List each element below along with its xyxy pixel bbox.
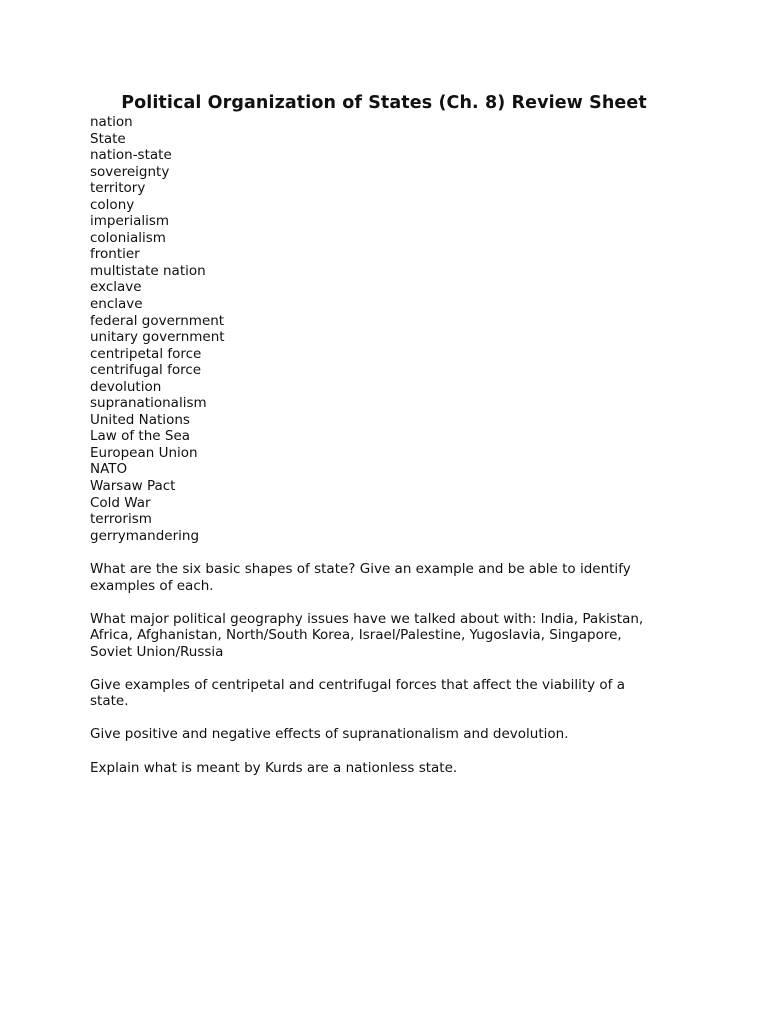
list-item: multistate nation: [90, 262, 206, 279]
list-item: enclave: [90, 296, 143, 313]
list-item: supranationalism: [90, 395, 207, 412]
question-line: Explain what is meant by Kurds are a nationless state.: [90, 759, 458, 776]
question-line: Soviet Union/Russia: [90, 643, 224, 660]
vocabulary-list: [90, 114, 225, 544]
question-line: Give examples of centripetal and centrifugal forces that affect the viability of a: [90, 676, 625, 693]
review-questions: [90, 561, 690, 793]
question-political-geography-issues: [90, 611, 690, 661]
list-item: centrifugal force: [90, 362, 202, 379]
list-item: federal government: [90, 312, 225, 329]
list-item: Warsaw Pact: [90, 478, 176, 495]
list-item: terrorism: [90, 511, 152, 528]
page-title: Political Organization of States (Ch. 8) Review Sheet: [121, 93, 647, 113]
question-line: What are the six basic shapes of state? Give an example and be able to identify: [90, 561, 631, 577]
question-supranationalism-devolution: [90, 726, 690, 743]
question-line: examples of each.: [90, 577, 214, 594]
list-item: Cold War: [90, 494, 151, 511]
list-item: territory: [90, 180, 146, 197]
list-item: State: [90, 130, 126, 147]
question-line: Africa, Afghanistan, North/South Korea, Israel/Palestine, Yugoslavia, Singapore,: [90, 627, 622, 644]
list-item: United Nations: [90, 411, 190, 428]
question-line: Give positive and negative effects of supranationalism and devolution.: [90, 726, 569, 743]
list-item: gerrymandering: [90, 527, 200, 544]
question-centripetal-centrifugal: [90, 677, 690, 710]
list-item: sovereignty: [90, 163, 170, 180]
list-item: NATO: [90, 461, 128, 478]
list-item: exclave: [90, 279, 142, 296]
list-item: frontier: [90, 246, 140, 263]
question-line: state.: [90, 693, 129, 710]
list-item: imperialism: [90, 213, 170, 230]
question-shapes-of-state: [90, 561, 690, 594]
question-line: What major political geography issues have we talked about with: India, Pakistan,: [90, 610, 644, 627]
list-item: unitary government: [90, 329, 225, 346]
list-item: European Union: [90, 444, 198, 461]
list-item: colony: [90, 196, 135, 213]
list-item: nation-state: [90, 147, 172, 164]
list-item: colonialism: [90, 229, 166, 246]
list-item: devolution: [90, 378, 162, 395]
list-item: nation: [90, 114, 133, 130]
question-kurds: [90, 760, 690, 777]
list-item: centripetal force: [90, 345, 202, 362]
list-item: Law of the Sea: [90, 428, 191, 445]
